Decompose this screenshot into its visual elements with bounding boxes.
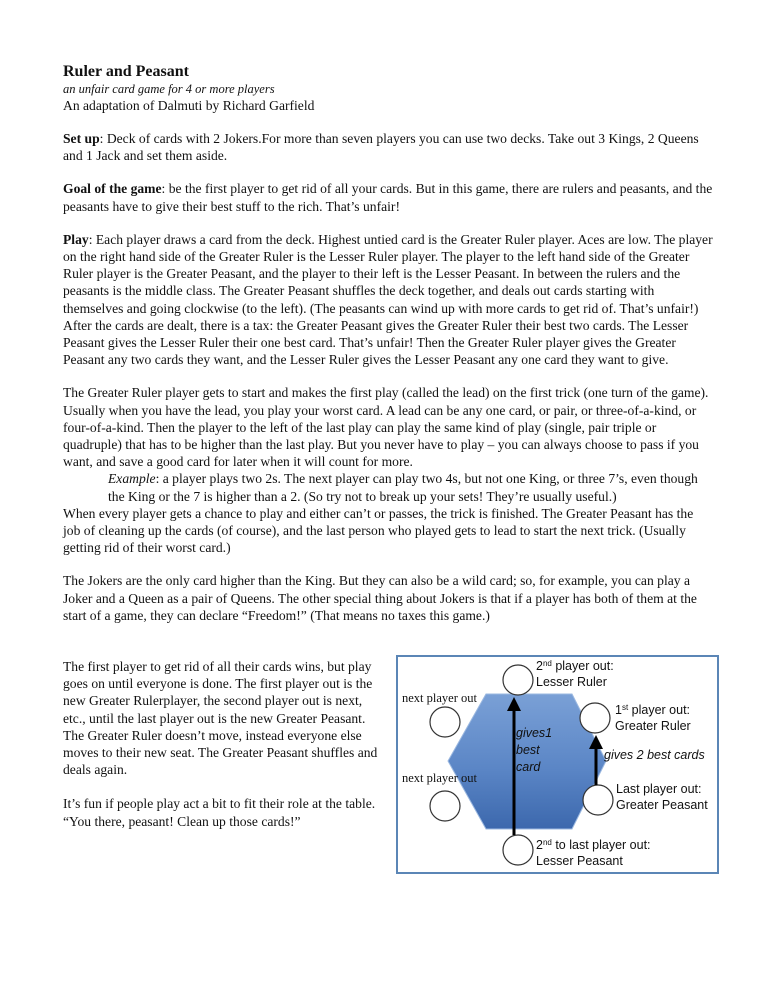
fun-paragraph: It’s fun if people play act a bit to fit their role at the table. “You there, peasant! Clean up those cards!” <box>63 796 376 829</box>
example-label: Example <box>108 471 156 487</box>
label-last-out: Last player out: <box>616 782 702 796</box>
play-label: Play <box>63 231 89 247</box>
play-text: : Each player draws a card from the deck. Highest untied card is the Greater Ruler player. Aces are low. The player on the right hand side of the Greater Ruler is the Lesser Ruler player. The player to the left hand side of the Greater Ruler player is the Greater Peasant, and the player to their left is the Lesser Peasant. In between the rulers and the peasants is the middle class. The Greater Peasant shuffles the deck together, and deals out cards starting with themselves and going clockwise (to the left). (The peasants can wind up with more cards to get rid of. That’s unfair!) After the cards are dealt, there is a tax: the Greater Peasant gives the Greater Ruler their best two cards. The Lesser Peasant gives the Lesser Ruler their one best card. That’s unfair! Then the Greater Ruler player gives the Greater Peasant any two cards they want, and the Lesser Ruler gives the Lesser Peasant any one card they want to give. <box>63 231 713 368</box>
document-subtitle: an unfair card game for 4 or more players <box>63 82 275 96</box>
seat-first-out <box>580 703 610 733</box>
setup-text: : Deck of cards with 2 Jokers.For more than seven players you can use two decks. Take out 3 Kings, 2 Queens and 1 Jack and set them aside. <box>63 131 699 164</box>
seat-last-out <box>583 785 613 815</box>
lead-paragraph: The Greater Ruler player gets to start and makes the first play (called the lead) on the first trick (one turn of the game). Usually when you have the lead, you play your worst card. A lead can be any one card, or pair, or three-of-a-kind, or four-of-a-kind. Then the player to the left of the last play can play the same kind of play (single, pair triple or quadruple) that has to be higher than the last play. But you never have to play – you can always choose to pass if you want, and save a good card for later when it will count for more. <box>63 385 709 470</box>
goal-text: : be the first player to get rid of all your cards. But in this game, there are rulers and peasants, and the peasants have to give their best stuff to the rich. That’s unfair! <box>63 181 713 214</box>
left-column <box>63 658 381 847</box>
example-text: : a player plays two 2s. The next player can play two 4s, but not one King, or three 7’s, even though the King or the 7 is higher than a 2. (So try not to break up your sets! They’re usually useful.) <box>108 471 698 504</box>
jokers-paragraph: The Jokers are the only card higher than the King. But they can also be a wild card; so, for example, you can play a Joker and a Queen as a pair of Queens. The other special thing about Jokers is that if a player has both of them at the start of a game, they can declare “Freedom!” (That means no taxes this game.) <box>63 573 697 623</box>
setup-paragraph <box>63 130 713 164</box>
label-lesser-ruler: Lesser Ruler <box>536 675 607 689</box>
setup-label: Set up <box>63 131 100 146</box>
play-paragraph <box>63 231 713 369</box>
seating-diagram <box>396 655 719 874</box>
seat-next-out-1 <box>430 707 460 737</box>
adaptation-credit: An adaptation of Dalmuti by Richard Garfield <box>63 98 315 113</box>
label-gives1: gives1 best card <box>516 726 553 774</box>
seat-second-to-last <box>503 835 533 865</box>
label-greater-peasant: Greater Peasant <box>616 798 708 812</box>
seat-second-out <box>503 665 533 695</box>
trick-end-paragraph: When every player gets a chance to play and either can’t or passes, the trick is finished. The Greater Peasant has the job of cleaning up the cards (of course), and the last person who played gets to lead to start the next trick. (Usually getting rid of their worst card.) <box>63 505 694 556</box>
document-title: Ruler and Peasant <box>63 63 189 80</box>
winning-paragraph: The first player to get rid of all their cards wins, but play goes on until everyone is done. The first player out is the new Greater Rulerplayer, the second player out is next, etc., until the last player out is the new Greater Peasant. The Greater Ruler doesn’t move, instead everyone else moves to their new seat. The Greater Peasant shuffles and deals again. <box>63 659 378 778</box>
document-body <box>63 62 713 640</box>
label-gives2: gives 2 best cards <box>604 748 705 762</box>
label-greater-ruler: Greater Ruler <box>615 719 691 733</box>
goal-paragraph <box>63 180 713 214</box>
label-next-out-2: next player out <box>402 771 477 785</box>
goal-label: Goal of the game <box>63 181 162 197</box>
label-second-to-last: 2nd to last player out: <box>536 838 651 852</box>
label-next-out-1: next player out <box>402 691 477 705</box>
label-lesser-peasant: Lesser Peasant <box>536 854 623 868</box>
label-first-out: 1st player out: <box>615 703 691 717</box>
example-paragraph <box>63 470 713 504</box>
seat-next-out-2 <box>430 791 460 821</box>
label-second-out: 2nd player out: <box>536 659 614 673</box>
